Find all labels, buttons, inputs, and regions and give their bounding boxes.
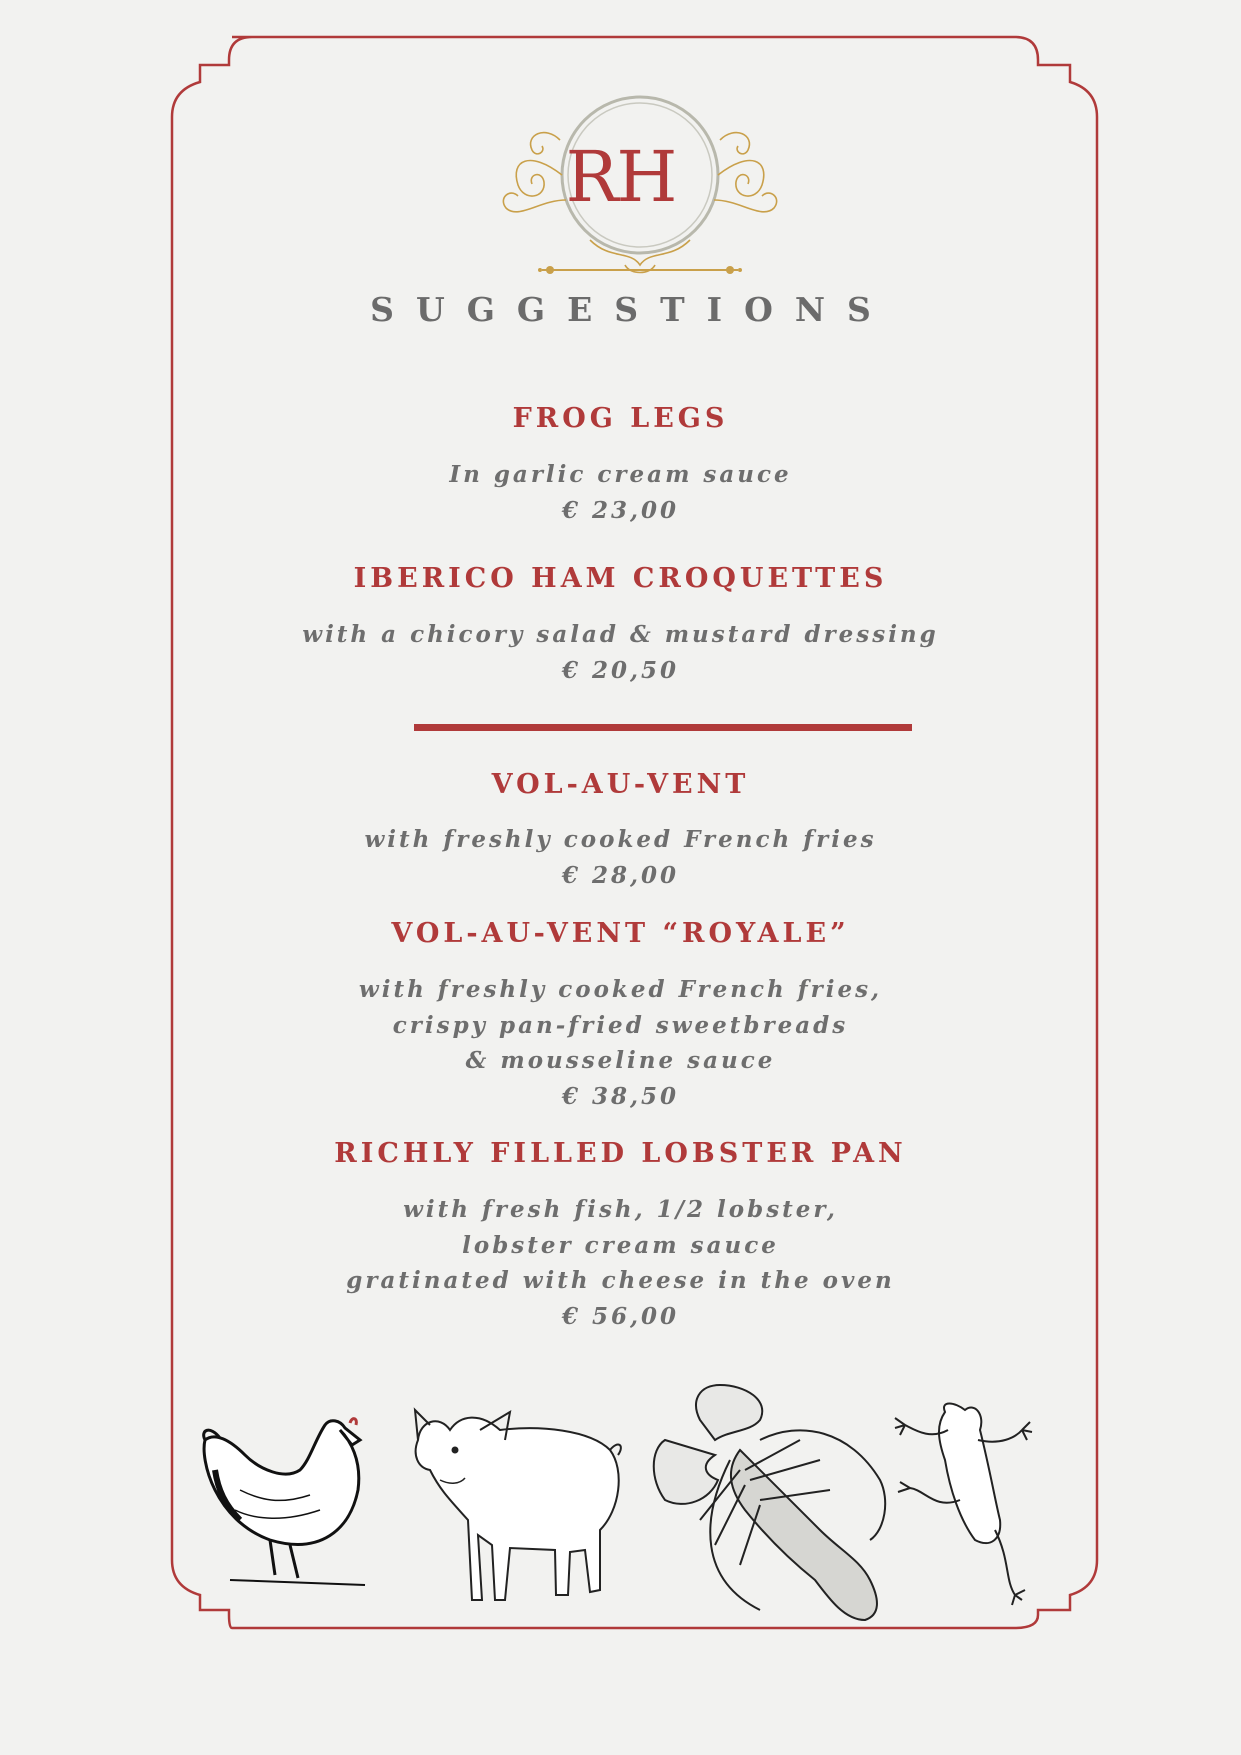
item-title: VOL-AU-VENT “ROYALE” — [391, 918, 850, 949]
item-title: VOL-AU-VENT — [491, 769, 750, 800]
item-price: € 23,00 — [561, 496, 680, 524]
item-title: FROG LEGS — [512, 403, 729, 434]
page-title: SUGGESTIONS — [370, 290, 893, 329]
item-description: In garlic cream sauce — [449, 461, 792, 488]
item-title: RICHLY FILLED LOBSTER PAN — [334, 1138, 907, 1169]
frog-icon — [895, 1404, 1032, 1606]
item-price: € 20,50 — [561, 656, 680, 684]
item-description: with a chicory salad & mustard dressing — [302, 621, 939, 648]
chicken-icon — [204, 1419, 365, 1585]
item-title: IBERICO HAM CROQUETTES — [353, 563, 888, 594]
logo-monogram: RH — [565, 136, 676, 218]
pig-icon — [415, 1410, 621, 1600]
item-description: with freshly cooked French fries, crispy pan-fried sweetbreads & mousseline sauce — [358, 976, 883, 1074]
item-description: with freshly cooked French fries — [364, 826, 877, 853]
lobster-icon — [654, 1385, 885, 1620]
item-price: € 56,00 — [561, 1302, 680, 1330]
item-price: € 38,50 — [561, 1082, 680, 1110]
item-description: with fresh fish, 1/2 lobster, lobster cream sauce gratinated with cheese in the oven — [346, 1196, 895, 1294]
item-price: € 28,00 — [561, 861, 680, 889]
